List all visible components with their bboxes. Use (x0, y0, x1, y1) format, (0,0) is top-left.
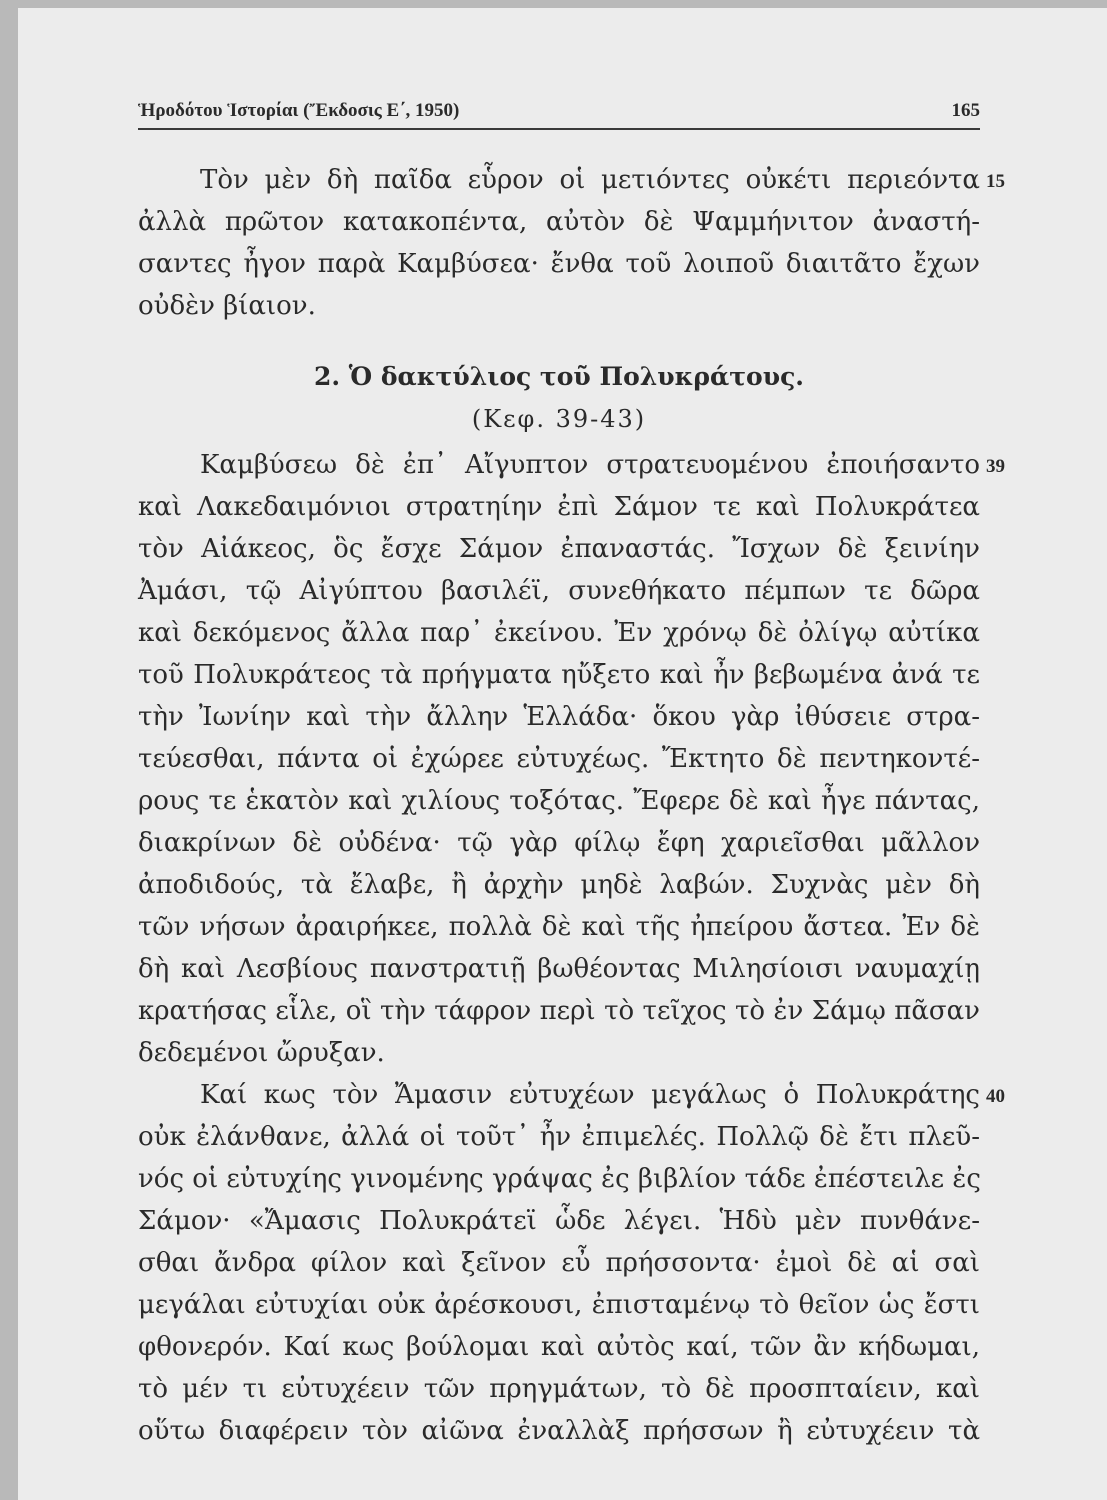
text-line: Σάμον· «Ἄμασις Πολυκράτεϊ ὧδε λέγει. Ἡδὺ μὲν πυνθάνε- (138, 1206, 980, 1236)
text-line: ρους τε ἑκατὸν καὶ χιλίους τοξότας. Ἔφερε δὲ καὶ ἦγε πάντας, (138, 786, 980, 816)
text-line: οὐδὲν βίαιον. (138, 291, 316, 321)
margin-chapter-number: 39 (986, 456, 1005, 477)
text-line: τὸ μέν τι εὐτυχέειν τῶν πρηγμάτων, τὸ δὲ προσπταίειν, καὶ (138, 1374, 980, 1404)
text-line: φθονερόν. Καί κως βούλομαι καὶ αὐτὸς καί, τῶν ἂν κήδωμαι, (138, 1332, 980, 1362)
text-line: τὴν Ἰωνίην καὶ τὴν ἄλλην Ἑλλάδα· ὅκου γὰρ ἰθύσειε στρα- (138, 702, 980, 732)
text-line: δεδεμένοι ὤρυξαν. (138, 1038, 385, 1068)
margin-chapter-number: 15 (986, 171, 1005, 192)
text-line: τὸν Αἰάκεος, ὃς ἔσχε Σάμον ἐπαναστάς. Ἴσχων δὲ ξεινίην (138, 534, 980, 564)
margin-chapter-number: 40 (986, 1086, 1005, 1107)
text-line: ἀποδιδούς, τὰ ἔλαβε, ἢ ἀρχὴν μηδὲ λαβών. Συχνὰς μὲν δὴ (138, 870, 980, 900)
text-line: Ἀμάσι, τῷ Αἰγύπτου βασιλέϊ, συνεθήκατο πέμπων τε δῶρα (138, 576, 980, 606)
text-line: Καμβύσεω δὲ ἐπ᾽ Αἴγυπτον στρατευομένου ἐποιήσαντο (200, 450, 980, 480)
text-line: τοῦ Πολυκράτεος τὰ πρήγματα ηὔξετο καὶ ἦν βεβωμένα ἀνά τε (138, 660, 980, 690)
text-line: νός οἱ εὐτυχίης γινομένης γράψας ἐς βιβλίον τάδε ἐπέστειλε ἐς (138, 1164, 981, 1194)
text-line: οὐκ ἐλάνθανε, ἀλλά οἱ τοῦτ᾽ ἦν ἐπιμελές. Πολλῷ δὲ ἔτι πλεῦ- (138, 1122, 980, 1152)
section-title: 2. Ὁ δακτύλιος τοῦ Πολυκράτους. (314, 362, 804, 391)
text-line: κρατήσας εἷλε, οἳ τὴν τάφρον περὶ τὸ τεῖχος τὸ ἐν Σάμῳ πᾶσαν (138, 996, 980, 1026)
running-title: Ἡροδότου Ἱστορίαι (Ἔκδοσις Ε΄, 1950) (138, 100, 460, 121)
text-line: οὕτω διαφέρειν τὸν αἰῶνα ἐναλλὰξ πρήσσων ἢ εὐτυχέειν τὰ (138, 1416, 980, 1446)
page-number: 165 (951, 100, 980, 121)
text-line: τεύεσθαι, πάντα οἱ ἐχώρεε εὐτυχέως. Ἔκτητο δὲ πεντηκοντέ- (138, 744, 980, 774)
text-line: τῶν νήσων ἀραιρήκεε, πολλὰ δὲ καὶ τῆς ἠπείρου ἄστεα. Ἐν δὲ (138, 912, 980, 942)
text-line: διακρίνων δὲ οὐδένα· τῷ γὰρ φίλῳ ἔφη χαριεῖσθαι μᾶλλον (138, 828, 980, 858)
running-header (138, 98, 980, 130)
text-line: μεγάλαι εὐτυχίαι οὐκ ἀρέσκουσι, ἐπισταμένῳ τὸ θεῖον ὡς ἔστι (138, 1290, 980, 1320)
text-line: δὴ καὶ Λεσβίους πανστρατιῇ βωθέοντας Μιλησίοισι ναυμαχίῃ (138, 954, 980, 984)
text-line: Καί κως τὸν Ἄμασιν εὐτυχέων μεγάλως ὁ Πολυκράτης (200, 1080, 980, 1110)
text-line: σαντες ἦγον παρὰ Καμβύσεα· ἔνθα τοῦ λοιποῦ διαιτᾶτο ἔχων (138, 249, 980, 279)
text-line: καὶ δεκόμενος ἄλλα παρ᾽ ἐκείνου. Ἐν χρόνῳ δὲ ὀλίγῳ αὐτίκα (138, 618, 980, 648)
text-line: σθαι ἄνδρα φίλον καὶ ξεῖνον εὖ πρήσσοντα· ἐμοὶ δὲ αἱ σαὶ (138, 1248, 980, 1278)
section-subtitle: (Κεφ. 39-43) (471, 405, 647, 433)
text-line: ἀλλὰ πρῶτον κατακοπέντα, αὐτὸν δὲ Ψαμμήνιτον ἀναστή- (138, 207, 980, 237)
text-line: καὶ Λακεδαιμόνιοι στρατηίην ἐπὶ Σάμον τε καὶ Πολυκράτεα (138, 492, 980, 522)
text-line: Τὸν μὲν δὴ παῖδα εὗρον οἱ μετιόντες οὐκέτι περιεόντα (200, 165, 980, 195)
